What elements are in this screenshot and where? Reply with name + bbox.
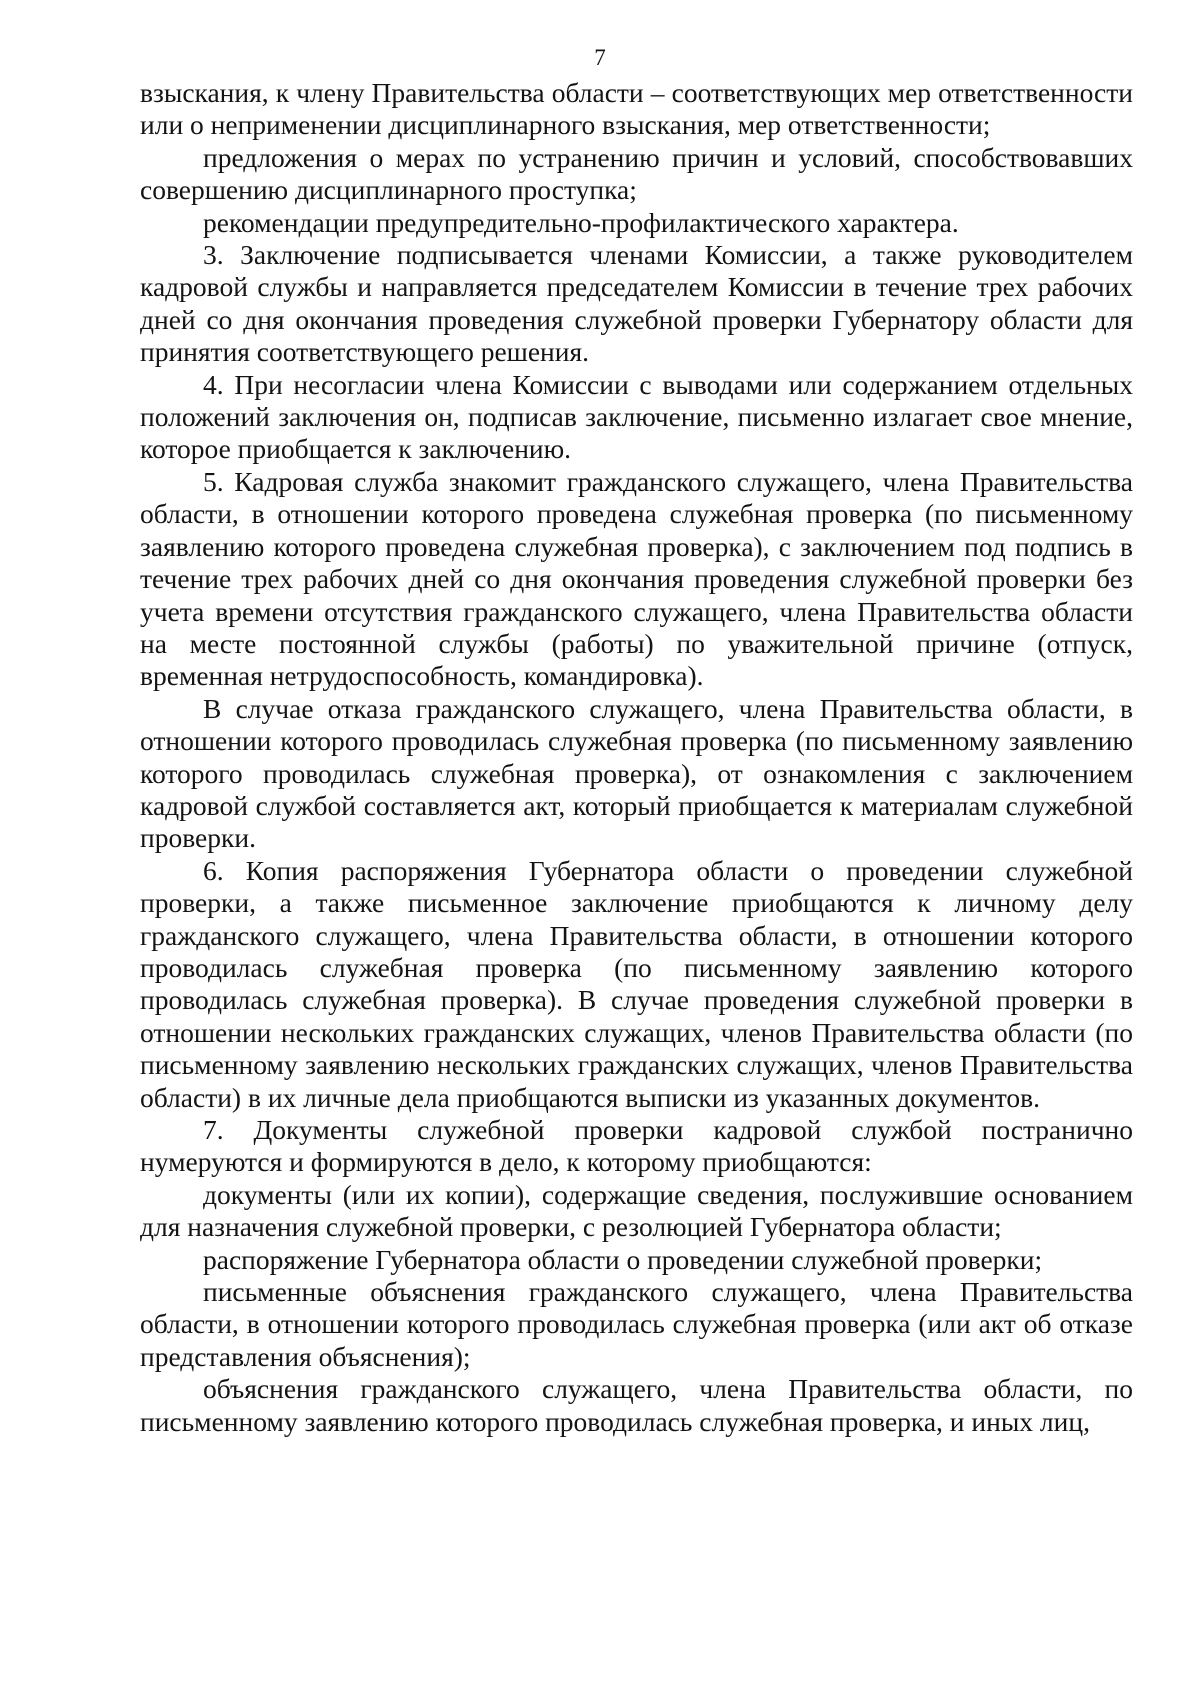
paragraph: объяснения гражданского служащего, члена Правительства области, по письменному заявлению которого проводилась служебная проверка, и иных лиц, — [140, 1373, 1133, 1437]
paragraph: 7. Документы служебной проверки кадровой службой постранично нумеруются и формируются в дело, к которому приобщаются: — [140, 1114, 1133, 1178]
paragraph: документы (или их копии), содержащие сведения, послужившие основанием для назначения служебной проверки, с резолюцией Губернатора области; — [140, 1178, 1133, 1243]
paragraph: 3. Заключение подписывается членами Комиссии, а также руководителем кадровой службы и направляется председателем Комиссии в течение трех рабочих дней со дня окончания проведения служебной проверки Губернатору области для принятия соответствующего решения. — [140, 239, 1133, 368]
paragraph: предложения о мерах по устранению причин и условий, способствовавших совершению дисциплинарного проступка; — [140, 141, 1133, 206]
paragraph: 4. При несогласии члена Комиссии с выводами или содержанием отдельных положений заключения он, подписав заключение, письменно излагает свое мнение, которое приобщается к заключению. — [140, 368, 1133, 465]
paragraph: 5. Кадровая служба знакомит гражданского служащего, члена Правительства области, в отношении которого проведена служебная проверка (по письменному заявлению которого проведена служебная проверка), с заключением под подпись в течение трех рабочих дней со дня окончания проведения служебной проверки без учета времени отсутствия гражданского служащего, члена Правительства области на месте постоянной службы (работы) по уважительной причине (отпуск, временная нетрудоспособность, командировка). — [140, 465, 1133, 692]
paragraph: 6. Копия распоряжения Губернатора области о проведении служебной проверки, а также письменное заключение приобщаются к личному делу гражданского служащего, члена Правительства области, в отношении которого проводилась служебная проверка (по письменному заявлению которого проводилась служебная проверка). В случае проведения служебной проверки в отношении нескольких гражданских служащих, членов Правительства области (по письменному заявлению нескольких гражданских служащих, членов Правительства области) в их личные дела приобщаются выписки из указанных документов. — [140, 854, 1133, 1113]
page-number: 7 — [594, 45, 606, 70]
paragraph: взыскания, к члену Правительства области – соответствующих мер ответственности или о неприменении дисциплинарного взыскания, мер ответственности; — [140, 77, 1133, 141]
paragraph: рекомендации предупредительно-профилактического характера. — [203, 206, 959, 238]
paragraph: письменные объяснения гражданского служащего, члена Правительства области, в отношении которого проводилась служебная проверка (или акт об отказе представления объяснения); — [140, 1276, 1133, 1372]
paragraph: В случае отказа гражданского служащего, члена Правительства области, в отношении которого проводилась служебная проверка (по письменному заявлению которого проводилась служебная проверка), от ознакомления с заключением кадровой службой составляется акт, который приобщается к материалам служебной проверки. — [140, 692, 1133, 854]
document-body — [140, 77, 1133, 1438]
paragraph: распоряжение Губернатора области о проведении служебной проверки; — [203, 1243, 1043, 1275]
